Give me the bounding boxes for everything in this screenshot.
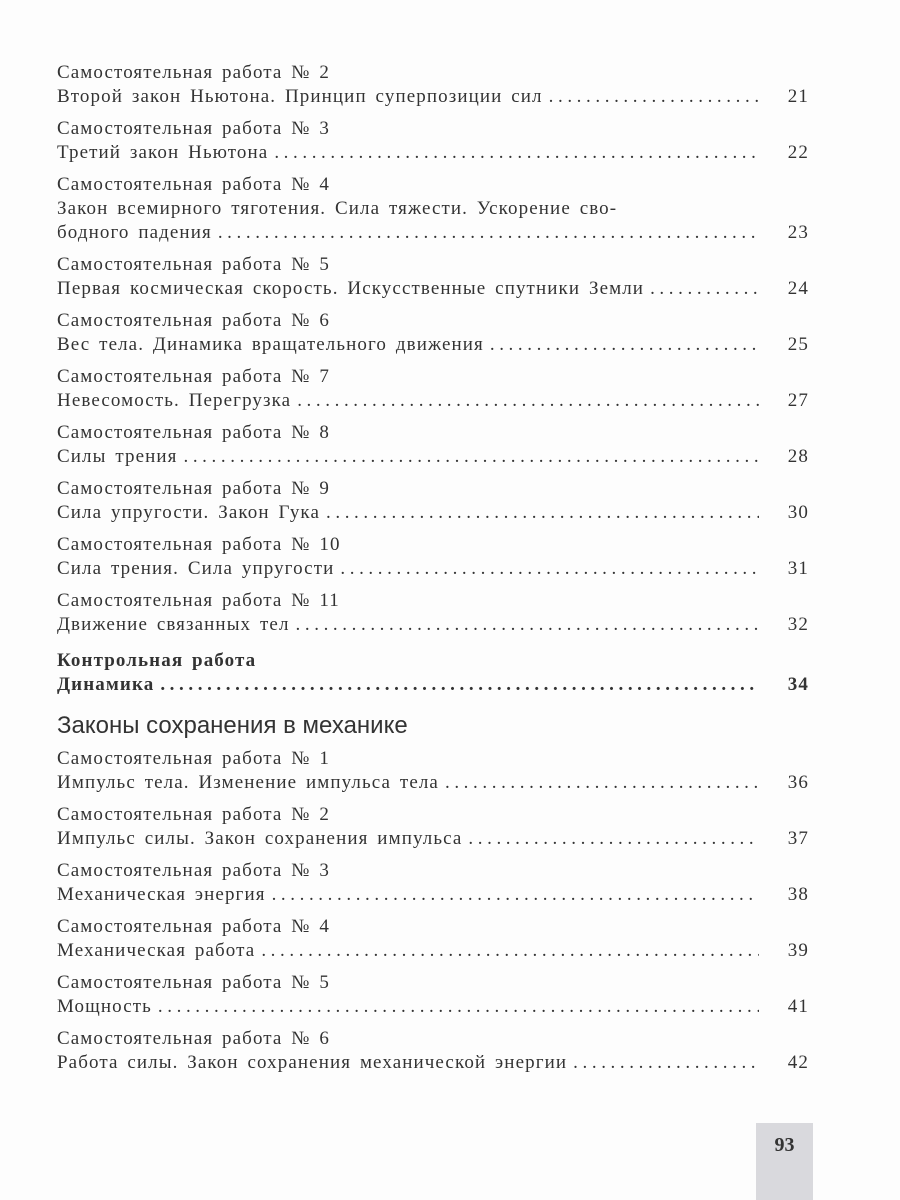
entry-label: Самостоятельная работа № 9 xyxy=(57,478,330,499)
entry-title: Вес тела. Динамика вращательного движения xyxy=(57,334,484,355)
table-of-contents xyxy=(57,61,809,1083)
entry-label: Самостоятельная работа № 5 xyxy=(57,972,330,993)
entry-page: 36 xyxy=(787,772,809,793)
entry-label: Самостоятельная работа № 4 xyxy=(57,916,330,937)
entry-title: бодного падения xyxy=(57,222,212,243)
entry-title-row xyxy=(57,277,809,301)
dot-leader xyxy=(468,827,759,851)
dot-leader xyxy=(274,141,759,165)
entries-conservation-laws xyxy=(57,747,809,1075)
entry-title: Импульс силы. Закон сохранения импульса xyxy=(57,828,463,849)
entry-title: Сила упругости. Закон Гука xyxy=(57,502,320,523)
entry-label: Самостоятельная работа № 6 xyxy=(57,1028,330,1049)
entry-title: Первая космическая скорость. Искусственные спутники Земли xyxy=(57,278,645,299)
entry-page: 34 xyxy=(787,674,809,695)
entry-title-line: Закон всемирного тяготения. Сила тяжести. Ускорение сво- xyxy=(57,198,618,219)
entry-page: 24 xyxy=(787,278,809,299)
entry-page: 30 xyxy=(787,502,809,523)
entry-page: 38 xyxy=(787,884,809,905)
entry-title-row xyxy=(57,221,809,245)
entry-label: Самостоятельная работа № 3 xyxy=(57,860,330,881)
entry-title: Механическая работа xyxy=(57,940,256,961)
dot-leader xyxy=(296,613,759,637)
entry-title: Второй закон Ньютона. Принцип суперпозиции сил xyxy=(57,86,543,107)
entry-label: Самостоятельная работа № 10 xyxy=(57,534,341,555)
toc-entry xyxy=(57,61,809,109)
entries-dynamics xyxy=(57,61,809,637)
entry-label: Самостоятельная работа № 4 xyxy=(57,174,330,195)
entry-label: Самостоятельная работа № 2 xyxy=(57,62,330,83)
toc-entry xyxy=(57,1027,809,1075)
toc-entry xyxy=(57,173,809,245)
dot-leader xyxy=(160,673,759,697)
entry-title-row xyxy=(57,827,809,851)
entry-title-row xyxy=(57,1051,809,1075)
entry-label: Самостоятельная работа № 3 xyxy=(57,118,330,139)
entry-label: Самостоятельная работа № 6 xyxy=(57,310,330,331)
entry-title: Механическая энергия xyxy=(57,884,266,905)
entry-label: Контрольная работа xyxy=(57,650,257,671)
toc-entry xyxy=(57,971,809,1019)
toc-entry xyxy=(57,477,809,525)
entry-page: 23 xyxy=(787,222,809,243)
entry-title: Невесомость. Перегрузка xyxy=(57,390,292,411)
entry-page: 25 xyxy=(787,334,809,355)
entry-page: 39 xyxy=(787,940,809,961)
dot-leader xyxy=(549,85,759,109)
entry-page: 42 xyxy=(787,1052,809,1073)
toc-entry xyxy=(57,747,809,795)
entry-page: 41 xyxy=(787,996,809,1017)
entry-page: 37 xyxy=(787,828,809,849)
page-number-box xyxy=(756,1123,813,1200)
entry-title-row xyxy=(57,613,809,637)
entry-label: Самостоятельная работа № 8 xyxy=(57,422,330,443)
entry-page: 28 xyxy=(787,446,809,467)
dot-leader xyxy=(218,221,759,245)
dot-leader xyxy=(297,389,759,413)
toc-entry xyxy=(57,533,809,581)
toc-entry xyxy=(57,253,809,301)
entry-title: Сила трения. Сила упругости xyxy=(57,558,335,579)
entry-label: Самостоятельная работа № 2 xyxy=(57,804,330,825)
dot-leader xyxy=(490,333,759,357)
entry-page: 22 xyxy=(787,142,809,163)
entry-page: 21 xyxy=(787,86,809,107)
page-number: 93 xyxy=(774,1134,795,1156)
entry-title-row xyxy=(57,141,809,165)
toc-entry xyxy=(57,589,809,637)
entry-page: 31 xyxy=(787,558,809,579)
section-heading: Законы сохранения в механике xyxy=(57,712,408,739)
entry-title-row xyxy=(57,883,809,907)
dot-leader xyxy=(445,771,759,795)
entry-label: Самостоятельная работа № 11 xyxy=(57,590,340,611)
entry-title-row xyxy=(57,85,809,109)
entry-title-row xyxy=(57,557,809,581)
dot-leader xyxy=(272,883,759,907)
entry-title-row xyxy=(57,501,809,525)
dot-leader xyxy=(573,1051,759,1075)
entry-title-row xyxy=(57,939,809,963)
entry-page: 27 xyxy=(787,390,809,411)
dot-leader xyxy=(183,445,759,469)
entry-title-row xyxy=(57,995,809,1019)
toc-entry xyxy=(57,859,809,907)
entry-title: Третий закон Ньютона xyxy=(57,142,269,163)
toc-entry xyxy=(57,421,809,469)
toc-entry xyxy=(57,117,809,165)
dot-leader xyxy=(650,277,759,301)
toc-entry xyxy=(57,365,809,413)
dot-leader xyxy=(326,501,759,525)
entry-title: Движение связанных тел xyxy=(57,614,290,635)
entry-title: Работа силы. Закон сохранения механической энергии xyxy=(57,1052,568,1073)
toc-entry xyxy=(57,915,809,963)
entry-label: Самостоятельная работа № 7 xyxy=(57,366,330,387)
dot-leader xyxy=(158,995,759,1019)
entry-label: Самостоятельная работа № 1 xyxy=(57,748,330,769)
entry-title: Силы трения xyxy=(57,446,178,467)
entry-page: 32 xyxy=(787,614,809,635)
toc-entry-control-work xyxy=(57,649,809,697)
dot-leader xyxy=(340,557,759,581)
entry-title-row xyxy=(57,771,809,795)
entry-title: Импульс тела. Изменение импульса тела xyxy=(57,772,439,793)
entry-title: Мощность xyxy=(57,996,152,1017)
dot-leader xyxy=(261,939,759,963)
toc-entry xyxy=(57,309,809,357)
toc-entry xyxy=(57,803,809,851)
entry-title-row xyxy=(57,333,809,357)
entry-title-row xyxy=(57,389,809,413)
entry-title-row xyxy=(57,445,809,469)
entry-title: Динамика xyxy=(57,674,155,695)
entry-label: Самостоятельная работа № 5 xyxy=(57,254,330,275)
